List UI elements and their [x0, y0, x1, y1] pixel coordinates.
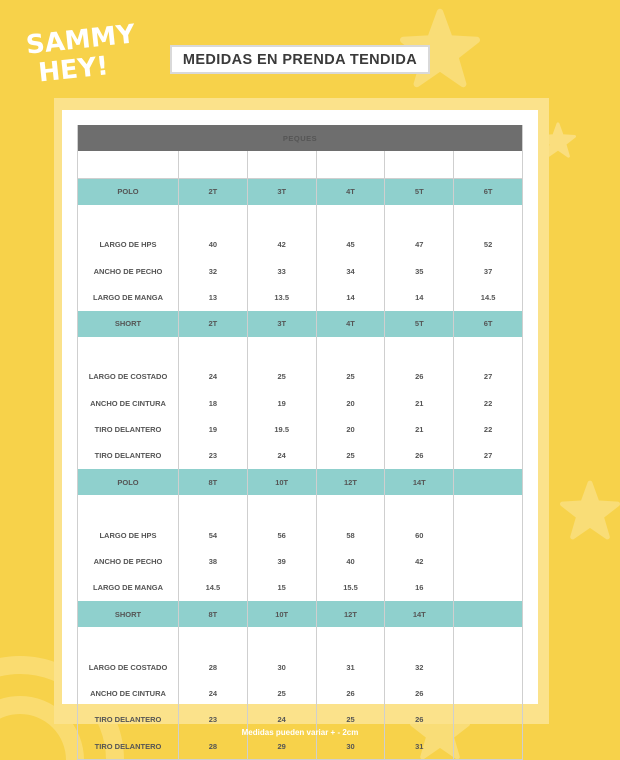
- measurement-value: 60: [385, 522, 454, 548]
- measurement-value: 39: [247, 548, 316, 574]
- measurement-value: 22: [454, 390, 523, 416]
- measurement-value: 19.5: [247, 416, 316, 442]
- size-label: [454, 469, 523, 495]
- measurement-value: 28: [179, 733, 248, 760]
- measurement-value: 22: [454, 416, 523, 442]
- measurement-value: 13.5: [247, 284, 316, 310]
- measurement-value: 52: [454, 232, 523, 258]
- measurement-value: 32: [179, 258, 248, 284]
- table-row: [78, 416, 523, 442]
- measurement-value: 19: [247, 390, 316, 416]
- measurement-value: 26: [385, 443, 454, 469]
- measurement-name: ANCHO DE CINTURA: [78, 680, 179, 706]
- measurement-value: 40: [179, 232, 248, 258]
- table-row: [78, 733, 523, 760]
- measurement-name: LARGO DE MANGA: [78, 575, 179, 601]
- measurement-value: 24: [247, 707, 316, 733]
- measurement-value: 42: [385, 548, 454, 574]
- size-label: 14T: [385, 601, 454, 627]
- measurement-name: TIRO DELANTERO: [78, 416, 179, 442]
- measurement-name: TIRO DELANTERO: [78, 443, 179, 469]
- measurement-name: ANCHO DE PECHO: [78, 548, 179, 574]
- measurement-value: 26: [385, 680, 454, 706]
- measurement-value: 47: [385, 232, 454, 258]
- page-title: MEDIDAS EN PRENDA TENDIDA: [170, 45, 430, 74]
- measurement-value: 14: [316, 284, 385, 310]
- measurement-value: 25: [247, 364, 316, 390]
- measurement-value: 58: [316, 522, 385, 548]
- brand-logo: [24, 19, 137, 89]
- measurement-value: 25: [316, 443, 385, 469]
- measurement-value: 19: [179, 416, 248, 442]
- measurement-name: LARGO DE HPS: [78, 232, 179, 258]
- measurement-value: 25: [247, 680, 316, 706]
- size-label: 12T: [316, 601, 385, 627]
- measurement-value: 15: [247, 575, 316, 601]
- table-row: [78, 390, 523, 416]
- measurement-value: 23: [179, 443, 248, 469]
- star-decoration-bottom-right: [560, 480, 620, 540]
- size-label: 4T: [316, 311, 385, 337]
- table-row: [78, 258, 523, 284]
- measurement-value: 56: [247, 522, 316, 548]
- measurement-value: 26: [385, 364, 454, 390]
- size-label: 5T: [385, 311, 454, 337]
- measurement-value: 24: [247, 443, 316, 469]
- measurement-value: 35: [385, 258, 454, 284]
- table-row: [78, 548, 523, 574]
- table-row: [78, 654, 523, 680]
- measurement-value: [454, 733, 523, 760]
- table-row: [78, 284, 523, 310]
- size-label: 2T: [179, 178, 248, 205]
- measurement-value: 18: [179, 390, 248, 416]
- section-label: POLO: [78, 178, 179, 205]
- measurement-value: 21: [385, 390, 454, 416]
- measurement-value: [454, 548, 523, 574]
- size-label: 2T: [179, 311, 248, 337]
- measurement-value: 20: [316, 416, 385, 442]
- size-label: 10T: [247, 601, 316, 627]
- measurement-value: 27: [454, 443, 523, 469]
- table-row: [78, 232, 523, 258]
- measurement-value: 25: [316, 707, 385, 733]
- table-row: [78, 364, 523, 390]
- measurement-value: 21: [385, 416, 454, 442]
- measurement-value: 24: [179, 680, 248, 706]
- measurement-value: 26: [316, 680, 385, 706]
- measurement-name: LARGO DE COSTADO: [78, 654, 179, 680]
- measurement-value: 16: [385, 575, 454, 601]
- footer-note: Medidas pueden variar + - 2cm: [241, 728, 359, 737]
- measurement-value: 28: [179, 654, 248, 680]
- measurement-value: 30: [247, 654, 316, 680]
- size-label: 3T: [247, 178, 316, 205]
- size-label: 6T: [454, 178, 523, 205]
- measurement-value: 30: [316, 733, 385, 760]
- svg-text:HEY!: HEY!: [36, 51, 110, 89]
- measurement-value: 31: [316, 654, 385, 680]
- measurement-name: ANCHO DE CINTURA: [78, 390, 179, 416]
- measurement-value: [454, 654, 523, 680]
- blank-row: [78, 151, 523, 178]
- measurement-value: 38: [179, 548, 248, 574]
- size-label: 12T: [316, 469, 385, 495]
- measurement-name: ANCHO DE PECHO: [78, 258, 179, 284]
- measurement-value: 23: [179, 707, 248, 733]
- measurement-name: LARGO DE HPS: [78, 522, 179, 548]
- measurement-name: TIRO DELANTERO: [78, 733, 179, 760]
- measurement-value: 15.5: [316, 575, 385, 601]
- measurement-value: 40: [316, 548, 385, 574]
- measurement-value: 54: [179, 522, 248, 548]
- size-label: 5T: [385, 178, 454, 205]
- table-row: [78, 575, 523, 601]
- section-header-row: [78, 178, 523, 205]
- table-row: [78, 522, 523, 548]
- measurement-name: LARGO DE COSTADO: [78, 364, 179, 390]
- measurement-value: 32: [385, 654, 454, 680]
- measurement-value: [454, 575, 523, 601]
- measurement-value: 20: [316, 390, 385, 416]
- size-label: 8T: [179, 469, 248, 495]
- section-header-row: [78, 311, 523, 337]
- measurement-value: 14: [385, 284, 454, 310]
- table-row: [78, 443, 523, 469]
- size-label: [454, 601, 523, 627]
- measurement-value: 45: [316, 232, 385, 258]
- measurement-value: 24: [179, 364, 248, 390]
- measurement-value: 14.5: [179, 575, 248, 601]
- measurement-value: 26: [385, 707, 454, 733]
- measurement-value: 34: [316, 258, 385, 284]
- section-header-row: [78, 601, 523, 627]
- svg-text:SAMMY: SAMMY: [24, 19, 137, 61]
- section-label: SHORT: [78, 601, 179, 627]
- size-chart-table: [77, 125, 523, 760]
- section-header-row: [78, 469, 523, 495]
- spacer-row: [78, 337, 523, 363]
- measurement-value: [454, 680, 523, 706]
- size-label: 10T: [247, 469, 316, 495]
- size-label: 4T: [316, 178, 385, 205]
- measurement-name: TIRO DELANTERO: [78, 707, 179, 733]
- size-label: 14T: [385, 469, 454, 495]
- measurement-value: 25: [316, 364, 385, 390]
- table-header: PEQUES: [78, 125, 523, 151]
- size-label: 6T: [454, 311, 523, 337]
- measurement-value: 33: [247, 258, 316, 284]
- spacer-row: [78, 205, 523, 231]
- measurement-value: 31: [385, 733, 454, 760]
- measurement-value: 29: [247, 733, 316, 760]
- table-row: [78, 680, 523, 706]
- measurement-value: 13: [179, 284, 248, 310]
- size-label: 3T: [247, 311, 316, 337]
- measurement-name: LARGO DE MANGA: [78, 284, 179, 310]
- section-label: SHORT: [78, 311, 179, 337]
- spacer-row: [78, 627, 523, 653]
- section-label: POLO: [78, 469, 179, 495]
- measurement-value: 27: [454, 364, 523, 390]
- size-label: 8T: [179, 601, 248, 627]
- spacer-row: [78, 495, 523, 521]
- measurement-value: 14.5: [454, 284, 523, 310]
- measurement-value: [454, 522, 523, 548]
- measurement-value: 37: [454, 258, 523, 284]
- measurement-value: 42: [247, 232, 316, 258]
